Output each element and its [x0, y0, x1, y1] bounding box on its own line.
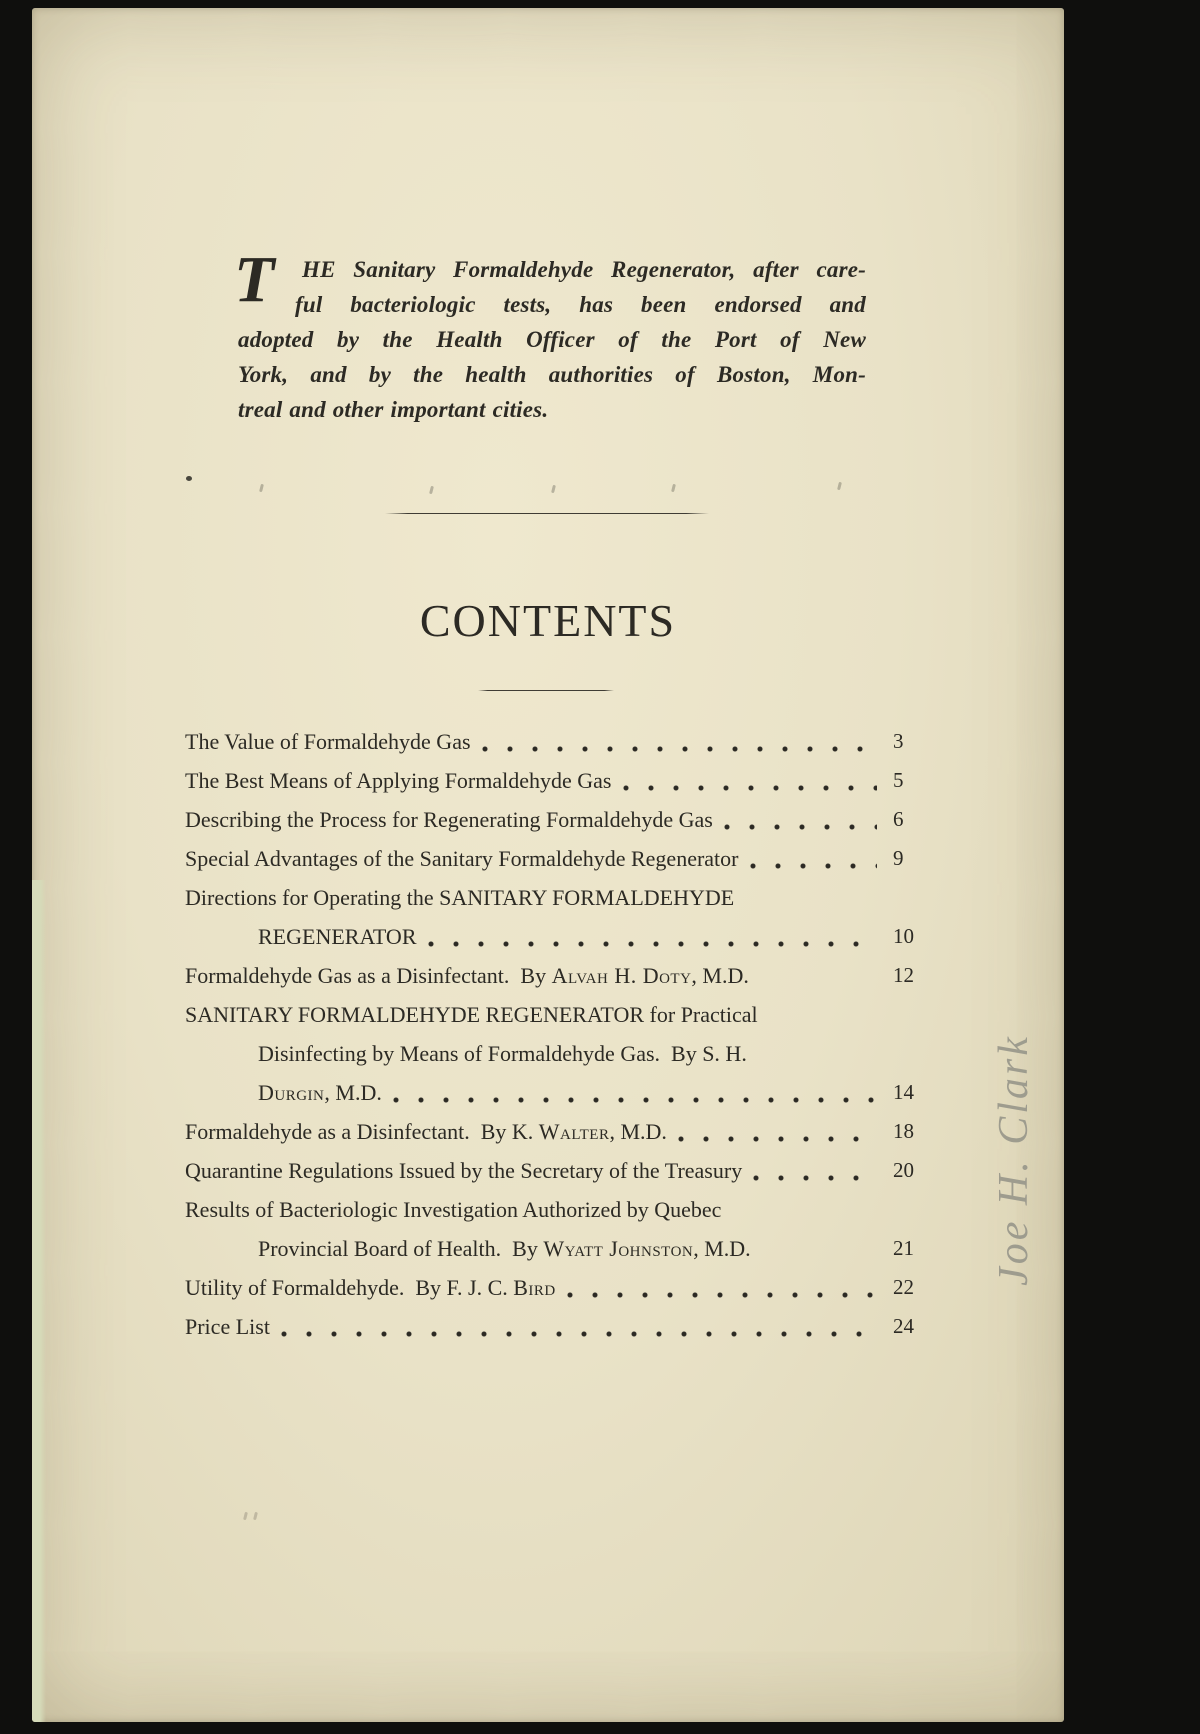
toc-list — [185, 722, 935, 1346]
contents-heading: CONTENTS — [419, 595, 677, 646]
toc-page-number — [893, 995, 935, 1034]
toc-entry-text: SANITARY FORMALDEHYDE REGENERATOR for Practical — [185, 1002, 758, 1027]
toc-row — [185, 1190, 935, 1229]
toc-row — [185, 917, 935, 956]
dot-leader — [566, 1268, 877, 1307]
toc-row — [185, 1229, 935, 1268]
toc-entry-text: REGENERATOR — [258, 924, 417, 949]
toc-entry-text: Formaldehyde Gas as a Disinfectant. By Alvah H. Doty, M.D. — [185, 963, 749, 988]
toc-page-number: 12 — [893, 963, 914, 987]
scan-mark — [259, 484, 264, 492]
intro-line: adopted by the Health Officer of the Port of New — [238, 327, 866, 352]
intro-line: treal and other important cities. — [238, 397, 549, 422]
toc-page-number — [893, 878, 935, 917]
toc-entry-text: Price List — [185, 1314, 270, 1339]
divider-rule-small — [478, 690, 614, 691]
intro-line: York, and by the health authorities of Boston, Mon- — [238, 362, 866, 387]
intro-paragraph — [234, 243, 866, 427]
toc-row — [185, 722, 935, 761]
toc-entry-text: Disinfecting by Means of Formaldehyde Gas. By S. H. — [258, 1041, 747, 1066]
scan-mark — [243, 1512, 248, 1520]
toc-entry-text: The Value of Formaldehyde Gas — [185, 729, 471, 754]
toc-page-number: 5 — [893, 768, 904, 792]
toc-row — [185, 1151, 935, 1190]
toc-row — [185, 995, 935, 1034]
handwritten-name: Joe H. Clark — [991, 1034, 1037, 1286]
toc-page-number: 9 — [893, 846, 904, 870]
scan-mark — [671, 484, 676, 492]
intro-line: HE Sanitary Formaldehyde Regenerator, after care- — [302, 257, 866, 282]
divider-rule — [385, 513, 709, 514]
dot-leader — [749, 839, 878, 878]
toc-entry-text: Quarantine Regulations Issued by the Secretary of the Treasury — [185, 1158, 743, 1183]
toc-page-number: 10 — [893, 924, 914, 948]
spacer — [721, 1190, 893, 1229]
toc-entry-text: Formaldehyde as a Disinfectant. By K. Walter, M.D. — [185, 1119, 667, 1144]
spacer — [758, 995, 893, 1034]
toc-page-number: 22 — [893, 1275, 914, 1299]
dot-leader — [622, 761, 878, 800]
dot-leader — [723, 800, 877, 839]
toc-page-number: 18 — [893, 1119, 914, 1143]
dot-leader — [280, 1307, 877, 1346]
toc-page-number: 20 — [893, 1158, 914, 1182]
dot-leader — [752, 1151, 877, 1190]
spacer — [747, 1034, 893, 1073]
intro-lines — [238, 252, 866, 427]
ink-speck — [186, 476, 192, 481]
toc-entry-text: The Best Means of Applying Formaldehyde Gas — [185, 768, 612, 793]
toc-page-number — [893, 1034, 935, 1073]
toc-row — [185, 761, 935, 800]
toc-entry-text: Results of Bacteriologic Investigation Authorized by Quebec — [185, 1197, 722, 1222]
spacer — [751, 1229, 893, 1268]
drop-cap: T — [234, 243, 275, 316]
toc-row — [185, 1034, 935, 1073]
toc-page-number: 24 — [893, 1314, 914, 1338]
toc-page-number: 14 — [893, 1080, 914, 1104]
book-page — [32, 8, 1064, 1722]
toc-row — [185, 839, 935, 878]
toc-row — [185, 878, 935, 917]
scan-mark — [429, 486, 434, 494]
scan-mark — [837, 482, 842, 490]
toc-entry-text: Durgin, M.D. — [258, 1080, 382, 1105]
toc-entry-text: Describing the Process for Regenerating Formaldehyde Gas — [185, 807, 713, 832]
dot-leader — [481, 722, 877, 761]
spacer — [749, 956, 893, 995]
toc-page-number: 21 — [893, 1236, 914, 1260]
toc-row — [185, 800, 935, 839]
scan-mark — [253, 1512, 258, 1520]
toc-row — [185, 1307, 935, 1346]
toc-entry-text: Directions for Operating the SANITARY FORMALDEHYDE — [185, 885, 735, 910]
dot-leader — [677, 1112, 877, 1151]
spacer — [734, 878, 893, 917]
intro-line: ful bacteriologic tests, has been endorsed and — [295, 292, 866, 317]
toc-page-number: 6 — [893, 807, 904, 831]
toc-row — [185, 1112, 935, 1151]
toc-page-number: 3 — [893, 729, 904, 753]
toc-page-number — [893, 1190, 935, 1229]
toc-entry-text: Provincial Board of Health. By Wyatt Johnston, M.D. — [258, 1236, 751, 1261]
dot-leader — [427, 917, 878, 956]
toc-entry-text: Utility of Formaldehyde. By F. J. C. Bird — [185, 1275, 556, 1300]
toc-row — [185, 1268, 935, 1307]
adjacent-page-edge — [32, 880, 46, 1722]
toc-row — [185, 956, 935, 995]
scan-mark — [551, 485, 556, 493]
dot-leader — [392, 1073, 877, 1112]
toc-entry-text: Special Advantages of the Sanitary Formaldehyde Regenerator — [185, 846, 739, 871]
toc-row — [185, 1073, 935, 1112]
